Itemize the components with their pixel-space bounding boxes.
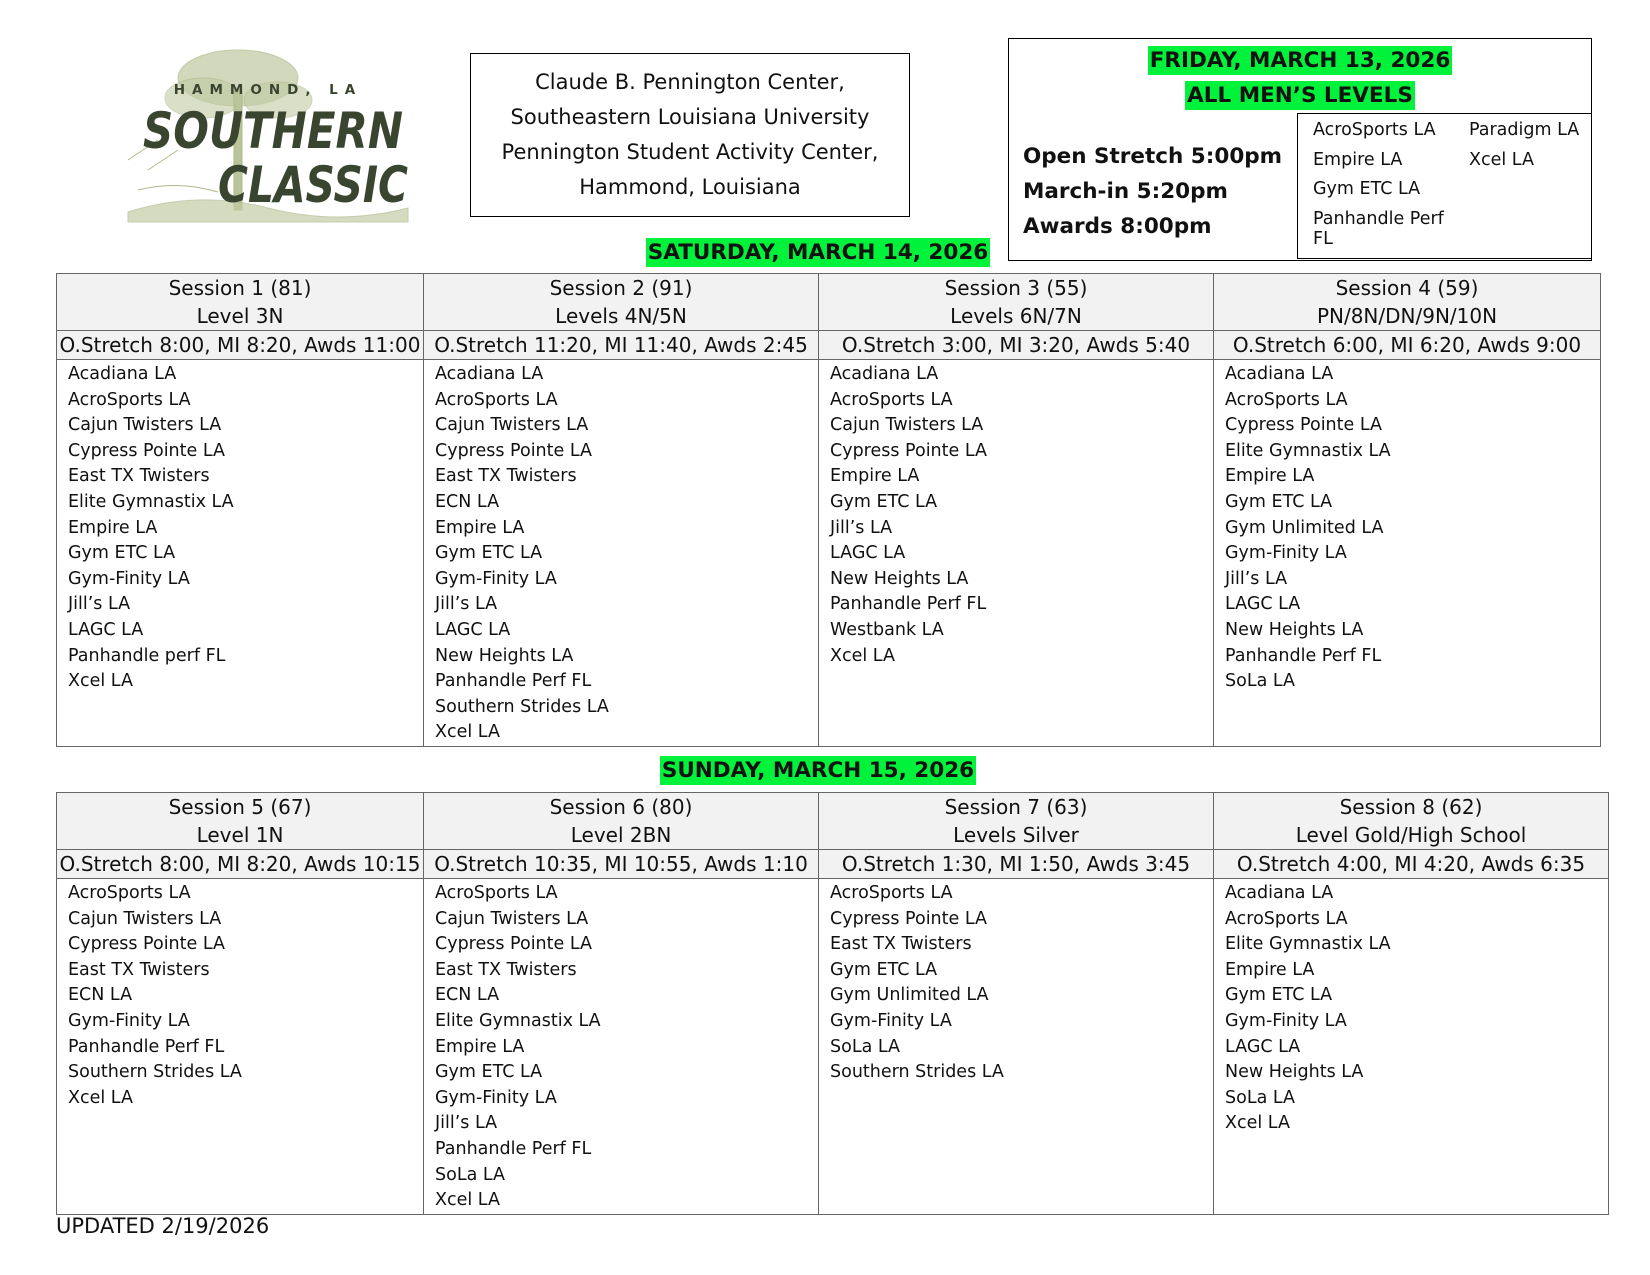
saturday-sessions-table xyxy=(56,273,1601,747)
session-level: Level 2BN xyxy=(570,822,672,847)
club-item: Cajun Twisters LA xyxy=(830,415,984,436)
club-item: Southern Strides LA xyxy=(830,1062,1004,1083)
club-item: Jill’s LA xyxy=(435,594,498,615)
club-item: Xcel LA xyxy=(435,722,500,743)
club-item: AcroSports LA xyxy=(830,883,953,903)
session-header-row xyxy=(57,793,1609,850)
session-level: Levels 4N/5N xyxy=(555,303,687,328)
session-name: Session 8 (62) xyxy=(1339,795,1483,819)
club-item: Empire LA xyxy=(1225,466,1315,487)
session-clubs-row xyxy=(57,360,1601,747)
session-name: Session 5 (67) xyxy=(168,795,312,819)
club-item: Cypress Pointe LA xyxy=(830,908,987,929)
club-item: ECN LA xyxy=(435,985,500,1006)
club-item: LAGC LA xyxy=(68,619,144,640)
venue-line: Claude B. Pennington Center, xyxy=(535,70,845,94)
club-item: AcroSports LA xyxy=(68,389,191,410)
session-name: Session 7 (63) xyxy=(944,795,1088,819)
club-item: Panhandle Perf FL xyxy=(68,1036,225,1057)
venue-line: Hammond, Louisiana xyxy=(579,175,801,199)
club-item xyxy=(1469,179,1599,209)
club-item: East TX Twisters xyxy=(68,959,210,980)
saturday-title: SATURDAY, MARCH 14, 2026 xyxy=(647,240,989,265)
club-item: Gym Unlimited LA xyxy=(1225,517,1384,538)
session-name: Session 6 (80) xyxy=(549,795,693,819)
session-header xyxy=(1214,793,1609,850)
club-item: East TX Twisters xyxy=(435,959,577,980)
club-item: New Heights LA xyxy=(435,645,574,666)
club-list xyxy=(424,879,819,1215)
club-item: Cajun Twisters LA xyxy=(435,908,589,929)
club-item: AcroSports LA xyxy=(68,883,191,903)
club-item: LAGC LA xyxy=(830,543,906,564)
session-name: Session 2 (91) xyxy=(549,276,693,300)
session-times: O.Stretch 8:00, MI 8:20, Awds 10:15 xyxy=(57,850,424,879)
session-name: Session 4 (59) xyxy=(1335,276,1479,300)
session-header xyxy=(57,793,424,850)
club-list xyxy=(1214,879,1609,1215)
club-item: LAGC LA xyxy=(1225,594,1301,615)
club-item: Southern Strides LA xyxy=(68,1062,242,1083)
session-header-row xyxy=(57,274,1601,331)
session-times-row xyxy=(57,850,1609,879)
club-item: SoLa LA xyxy=(1225,1087,1295,1108)
session-level: Level 3N xyxy=(196,303,284,328)
club-item: Jill’s LA xyxy=(1225,568,1288,589)
session-header xyxy=(57,274,424,331)
session-header xyxy=(819,274,1214,331)
club-item: Cypress Pointe LA xyxy=(830,440,987,461)
club-item: LAGC LA xyxy=(435,619,511,640)
club-item: Panhandle Perf FL xyxy=(435,671,592,692)
club-item: ECN LA xyxy=(435,491,500,512)
session-header xyxy=(424,274,819,331)
session-level: PN/8N/DN/9N/10N xyxy=(1316,303,1498,328)
club-list xyxy=(57,879,424,1215)
club-item: Empire LA xyxy=(1225,959,1315,980)
club-item: AcroSports LA xyxy=(1225,908,1348,929)
club-item: Empire LA xyxy=(830,466,920,487)
friday-awards: Awards 8:00pm xyxy=(1023,214,1212,239)
club-item: Cypress Pointe LA xyxy=(1225,415,1382,436)
friday-open-stretch: Open Stretch 5:00pm xyxy=(1023,144,1283,169)
session-header xyxy=(424,793,819,850)
session-level: Level 1N xyxy=(196,822,284,847)
club-item: Gym ETC LA xyxy=(1225,491,1333,512)
club-item: Xcel LA xyxy=(435,1190,500,1211)
session-level: Levels Silver xyxy=(953,822,1079,847)
session-clubs-row xyxy=(57,879,1609,1215)
club-item: SoLa LA xyxy=(830,1036,900,1057)
club-item: Elite Gymnastix LA xyxy=(435,1010,601,1031)
club-item: SoLa LA xyxy=(1225,671,1295,692)
session-times: O.Stretch 1:30, MI 1:50, Awds 3:45 xyxy=(819,850,1214,879)
club-item: Elite Gymnastix LA xyxy=(68,491,234,512)
club-item: Acadiana LA xyxy=(435,364,544,384)
friday-subtitle: ALL MEN’S LEVELS xyxy=(1187,83,1413,108)
club-item: AcroSports LA xyxy=(1225,389,1348,410)
club-list xyxy=(1214,360,1601,747)
southern-classic-logo xyxy=(118,40,418,230)
club-item: East TX Twisters xyxy=(830,934,972,955)
club-item: Gym-Finity LA xyxy=(435,1087,557,1108)
club-item: Gym ETC LA xyxy=(830,959,938,980)
club-list xyxy=(819,360,1214,747)
club-item: Cajun Twisters LA xyxy=(68,908,222,929)
club-item: Xcel LA xyxy=(1225,1113,1290,1134)
logo-graphic xyxy=(118,40,418,230)
club-item: Acadiana LA xyxy=(68,364,177,384)
club-item: Panhandle Perf FL xyxy=(435,1138,592,1159)
session-times: O.Stretch 4:00, MI 4:20, Awds 6:35 xyxy=(1214,850,1609,879)
club-item: Panhandle Perf FL xyxy=(830,594,987,615)
club-item: Xcel LA xyxy=(68,671,133,692)
club-item: Westbank LA xyxy=(830,619,944,640)
venue-line: Southeastern Louisiana University xyxy=(510,105,870,129)
club-item: Empire LA xyxy=(68,517,158,538)
club-item: Gym-Finity LA xyxy=(1225,543,1347,564)
club-item: Xcel LA xyxy=(830,645,895,666)
club-item: Xcel LA xyxy=(68,1087,133,1108)
club-item: East TX Twisters xyxy=(68,466,210,487)
club-item: Cypress Pointe LA xyxy=(435,934,592,955)
club-item: LAGC LA xyxy=(1225,1036,1301,1057)
session-level: Level Gold/High School xyxy=(1295,822,1527,847)
session-times: O.Stretch 3:00, MI 3:20, Awds 5:40 xyxy=(819,331,1214,360)
club-item: Gym-Finity LA xyxy=(435,568,557,589)
session-header xyxy=(1214,274,1601,331)
club-item: Paradigm LA xyxy=(1469,120,1580,140)
sunday-sessions-table xyxy=(56,792,1609,1215)
club-item: New Heights LA xyxy=(1225,1062,1364,1083)
club-item: Cypress Pointe LA xyxy=(68,440,225,461)
session-times: O.Stretch 6:00, MI 6:20, Awds 9:00 xyxy=(1214,331,1601,360)
club-item: Panhandle Perf FL xyxy=(1225,645,1382,666)
club-item: Panhandle Perf FL xyxy=(1313,208,1444,249)
club-item: Empire LA xyxy=(435,1036,525,1057)
club-item: AcroSports LA xyxy=(435,389,558,410)
friday-times xyxy=(1023,139,1282,244)
session-times: O.Stretch 10:35, MI 10:55, Awds 1:10 xyxy=(424,850,819,879)
club-item: Cypress Pointe LA xyxy=(68,934,225,955)
club-item: Gym-Finity LA xyxy=(68,568,190,589)
session-times: O.Stretch 8:00, MI 8:20, Awds 11:00 xyxy=(57,331,424,360)
friday-march-in: March-in 5:20pm xyxy=(1023,179,1228,204)
session-name: Session 3 (55) xyxy=(944,276,1088,300)
updated-note: UPDATED 2/19/2026 xyxy=(56,1214,270,1238)
friday-box xyxy=(1008,38,1592,261)
session-name: Session 1 (81) xyxy=(168,276,312,300)
club-item: Jill’s LA xyxy=(435,1113,498,1134)
session-times: O.Stretch 11:20, MI 11:40, Awds 2:45 xyxy=(424,331,819,360)
session-times-row xyxy=(57,331,1601,360)
club-item: Empire LA xyxy=(1313,149,1403,170)
club-item: Gym-Finity LA xyxy=(1225,1010,1347,1031)
club-list xyxy=(57,360,424,747)
club-item: Gym Unlimited LA xyxy=(830,985,989,1006)
club-item: Elite Gymnastix LA xyxy=(1225,934,1391,955)
club-item: Acadiana LA xyxy=(1225,883,1334,903)
club-item: Gym-Finity LA xyxy=(830,1010,952,1031)
club-item: SoLa LA xyxy=(435,1164,505,1185)
club-item: Gym ETC LA xyxy=(1225,985,1333,1006)
session-header xyxy=(819,793,1214,850)
logo-line2: CLASSIC xyxy=(218,156,409,214)
club-item: New Heights LA xyxy=(830,568,969,589)
club-item: Cajun Twisters LA xyxy=(68,415,222,436)
club-item: AcroSports LA xyxy=(830,389,953,410)
session-level: Levels 6N/7N xyxy=(950,303,1082,328)
club-item: New Heights LA xyxy=(1225,619,1364,640)
club-item: East TX Twisters xyxy=(435,466,577,487)
club-item: Gym ETC LA xyxy=(435,543,543,564)
club-item: Elite Gymnastix LA xyxy=(1225,440,1391,461)
venue-line: Pennington Student Activity Center, xyxy=(501,140,879,164)
club-item: ECN LA xyxy=(68,985,133,1006)
club-item: Gym ETC LA xyxy=(830,491,938,512)
club-item: Jill’s LA xyxy=(68,594,131,615)
friday-title: FRIDAY, MARCH 13, 2026 xyxy=(1149,48,1451,73)
club-item: Gym ETC LA xyxy=(68,543,176,564)
club-item: Cypress Pointe LA xyxy=(435,440,592,461)
club-item: Gym ETC LA xyxy=(435,1062,543,1083)
sunday-title: SUNDAY, MARCH 15, 2026 xyxy=(661,758,975,783)
club-item: Gym ETC LA xyxy=(1313,179,1421,199)
logo-top-text: HAMMOND, LA xyxy=(173,82,363,98)
club-item: Acadiana LA xyxy=(1225,364,1334,384)
club-item: Empire LA xyxy=(435,517,525,538)
club-item: Southern Strides LA xyxy=(435,696,609,717)
club-item: Panhandle perf FL xyxy=(68,645,226,666)
logo-line1: SOUTHERN xyxy=(143,102,403,160)
club-list xyxy=(819,879,1214,1215)
club-item: Acadiana LA xyxy=(830,364,939,384)
club-item: AcroSports LA xyxy=(1313,120,1436,140)
club-item: Gym-Finity LA xyxy=(68,1010,190,1031)
club-item: Jill’s LA xyxy=(830,517,893,538)
venue-box xyxy=(470,53,910,217)
club-item: Cajun Twisters LA xyxy=(435,415,589,436)
club-item: AcroSports LA xyxy=(435,883,558,903)
club-list xyxy=(424,360,819,747)
club-item: Xcel LA xyxy=(1469,149,1534,170)
club-item xyxy=(1469,209,1599,239)
